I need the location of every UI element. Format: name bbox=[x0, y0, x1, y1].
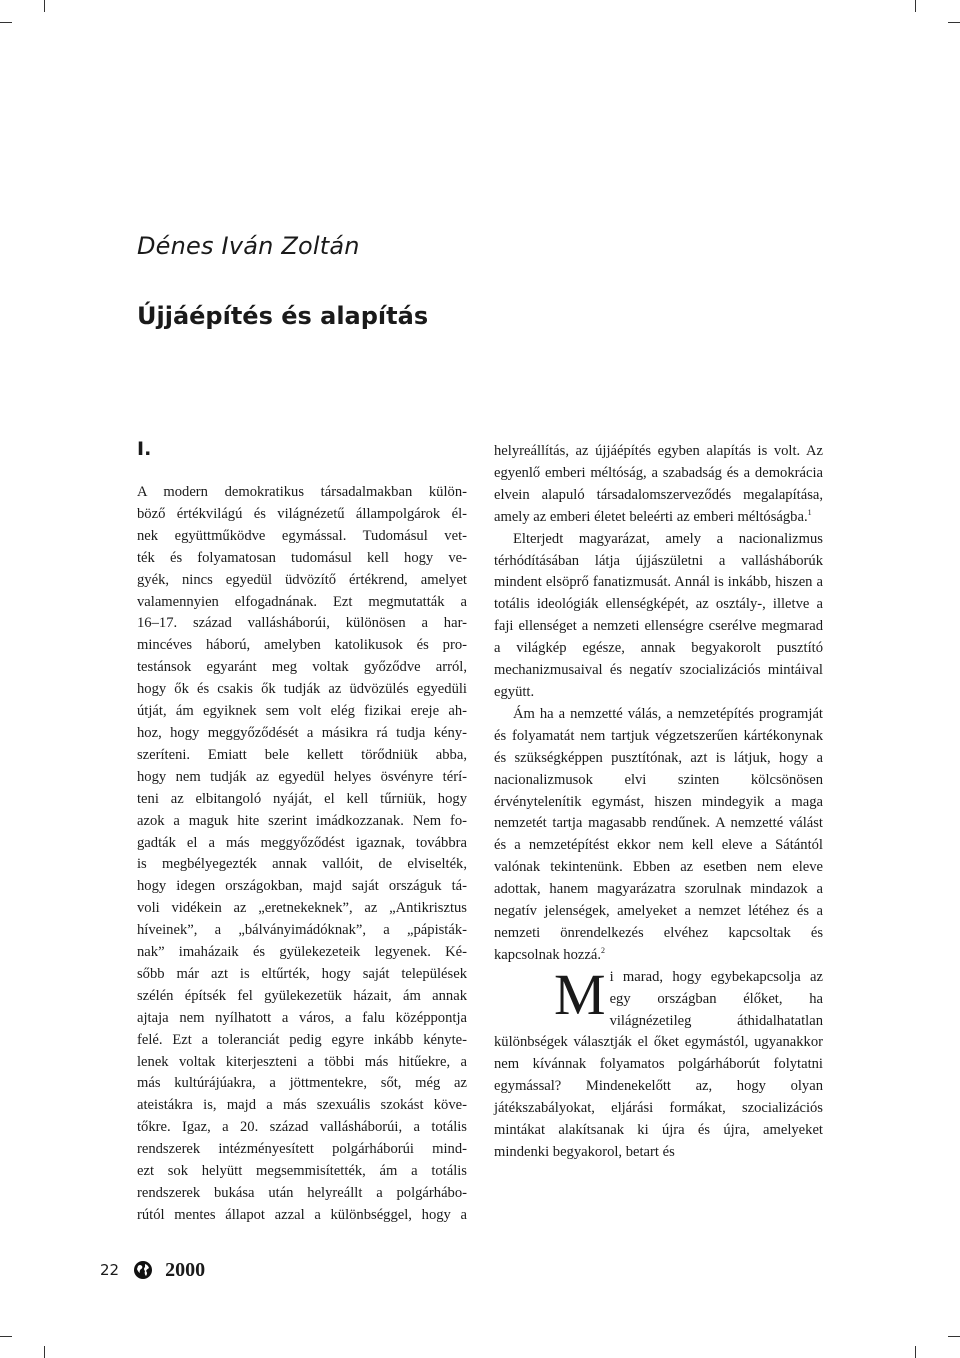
text-line: mincéves háború, amelyben katolikusok és pro- bbox=[137, 637, 467, 654]
crop-mark bbox=[44, 0, 45, 12]
text-line: rendszerek intézményesített polgárháborúi mind- bbox=[137, 1141, 467, 1158]
text-line: tőkre. Igaz, a 20. század vallásháborúi, a totális bbox=[137, 1119, 467, 1136]
text-line: ajtaja nem nyílhatott a város, a falu középpontja bbox=[137, 1009, 467, 1026]
text-line: gyék, nincs egyedül üdvözítő értékrend, amelyet bbox=[137, 571, 467, 588]
text-line: ték és folyamatosan tudomásul kell hogy ve- bbox=[137, 549, 467, 566]
text-line: nak” imaházaik és gyülekezeteik legyenek. Ké- bbox=[137, 944, 467, 961]
text-line: böző értékvilágú és világnézetű állampolgárok él- bbox=[137, 505, 467, 522]
text-line: útját, ám egyiknek sem volt elég fizikai ereje ah- bbox=[137, 703, 467, 720]
left-column bbox=[137, 482, 467, 1227]
paragraph bbox=[494, 529, 823, 704]
crop-mark bbox=[915, 0, 916, 12]
right-column bbox=[494, 441, 823, 1164]
paragraph bbox=[494, 961, 823, 1164]
text-line: teni az elbitangoló nyáját, el kell tűrniük, hogy bbox=[137, 790, 467, 807]
text-line: voli vidékein az „eretnekeknek”, az „Antikrisztus bbox=[137, 900, 467, 917]
text-line: hogy idegen országokban, majd saját országuk tá- bbox=[137, 878, 467, 895]
text-line: rendszerek bukása után helyreállt a polgárhábo- bbox=[137, 1185, 467, 1201]
text-line: rútól mentes állapot azzal a különbséggel, hogy a bbox=[137, 1206, 467, 1223]
text-line: lenek voltak kiterjeszteni a többi más hitűekre, a bbox=[137, 1053, 467, 1070]
text-line: szélén építsék fel gyülekezetük házait, ám annak bbox=[137, 987, 467, 1004]
text-line: híveinek”, a „bálványimádóknak”, a „pápisták- bbox=[137, 922, 467, 939]
text-line: A modern demokratikus társadalmakban külön- bbox=[137, 484, 467, 500]
footnote-ref: 2 bbox=[600, 945, 605, 955]
text-line: szeríteni. Emiatt bele kellett törődniük abba, bbox=[137, 746, 467, 763]
crop-mark bbox=[915, 1346, 916, 1358]
page-footer bbox=[100, 1258, 205, 1282]
footnote-ref: 1 bbox=[807, 507, 812, 517]
crop-mark bbox=[0, 1336, 12, 1337]
text-line: is megbélyegezték annak vallóit, de elviselték, bbox=[137, 856, 467, 873]
text-line: felé. Ezt a toleranciát pedig egyre inkább kényte- bbox=[137, 1031, 467, 1048]
crop-mark bbox=[948, 22, 960, 23]
text-line: más kultúrájúakra, a jöttmentekre, sőt, még az bbox=[137, 1075, 467, 1092]
paragraph-text: Elterjedt magyarázat, amely a nacionalizmus térhódításában látja újjászületni a vallásháborúk mindent elsöprő fanatizmusát. Annál is inkább, hiszen a totális ideológiák ellenségképét, az osztály-, illetve a faji ellenséget a nemzeti ellenségre cserélve megmarad a világkép egésze, annak begyakorolt pusztító mechanizmusaival és negatív szocializációs mintáival együtt. bbox=[494, 530, 823, 700]
article-title: Újjáépítés és alapítás bbox=[137, 302, 429, 330]
text-line: hogy ők és csakis ők tudják az üdvözülés egyedüli bbox=[137, 681, 467, 698]
text-line: hoz, hogy meggyőződését a másikra rá tudja kény- bbox=[137, 724, 467, 741]
paragraph bbox=[494, 441, 823, 529]
text-line: azok a maguk hite szerint imádkozzanak. Nem fo- bbox=[137, 812, 467, 829]
paragraph-text: i marad, hogy egybekapcsolja az egy országban élőket, ha világnézetileg áthidalhatatlan különbségek választják el őket egymástól, ugyanakkor nem kívánnak folyamatos polgárháborút folytatni egymással? Mindenekelőtt az, hogy olyan játékszabályokat, eljárási formákat, szocializációs mintákat alakítsanak ki újra és újra, amelyeket mindenki begyakorol, betart és bbox=[494, 968, 823, 1160]
crop-mark bbox=[948, 1336, 960, 1337]
page-number: 22 bbox=[100, 1261, 120, 1279]
text-line: ezt sok helyütt megsemmisítették, ám a totális bbox=[137, 1163, 467, 1180]
crop-mark bbox=[44, 1346, 45, 1358]
journal-name: 2000 bbox=[165, 1258, 206, 1281]
paragraph-text: Ám ha a nemzetté válás, a nemzetépítés programját és folyamatát nem tartjuk végzetszerűen kártékonynak és szükségképpen pusztítónak, azt is látjuk, hogy a nacionalizmusok elvi szinten kölcsönösen érvénytelenítik egymást, hiszen mindegyik a maga nemzetét tartja magasabb rendűnek. A nemzetté válást és a nemzetépítést ekkor nem kell eleve a Sátántól valónak tekintenünk. Ebben az esetben nem eleve adottak, hanem magyarázatra szorulnak mindazok a negatív jelenségek, amelyeket a nemzet létéhez és a nemzeti önrendelkezés elvéhez kapcsoltak és kapcsolnak hozzá. bbox=[494, 705, 823, 963]
text-line: gadták el a más meggyőződést igaznak, továbbra bbox=[137, 834, 467, 851]
author-name: Dénes Iván Zoltán bbox=[137, 232, 360, 260]
text-line: nek együttműködve egymással. Tudomásul vet- bbox=[137, 527, 467, 544]
text-line: hogy nem tudják az egyedül helyes ösvényre térí- bbox=[137, 768, 467, 785]
crop-mark bbox=[0, 22, 12, 23]
text-line: 16–17. század vallásháborúi, különösen a har- bbox=[137, 615, 467, 632]
text-line: valamennyien elfogadnának. Ezt megmutatták a bbox=[137, 593, 467, 610]
text-line: ateistákra is, majd a más szexuális szokást köve- bbox=[137, 1097, 467, 1114]
paragraph-text: helyreállítás, az újjáépítés egyben alapítás is volt. Az egyenlő emberi méltóság, a szabadság és a demokrácia elvein alapuló társadalomszerveződés megalapítása, amely az emberi életet beleérti az emberi méltóságba. bbox=[494, 443, 823, 525]
section-heading: I. bbox=[137, 438, 152, 460]
text-line: testánsok egyaránt meg voltak győződve arról, bbox=[137, 659, 467, 676]
paragraph bbox=[494, 704, 823, 967]
text-line: sőbb már azt is eltűrték, hogy saját települések bbox=[137, 965, 467, 982]
globe-icon bbox=[133, 1260, 153, 1280]
drop-cap: M bbox=[554, 961, 606, 1027]
